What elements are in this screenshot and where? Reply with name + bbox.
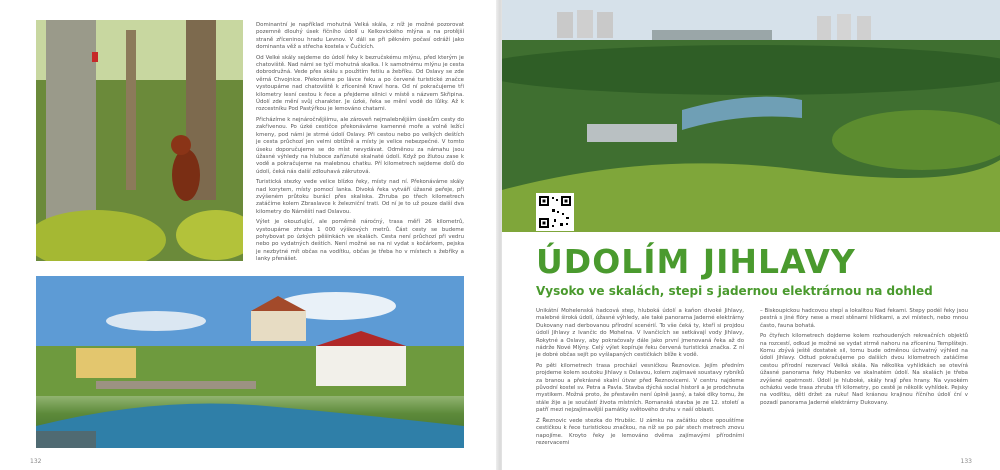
forest-dog-photo <box>36 20 243 261</box>
right-article-column-2 <box>760 308 968 410</box>
castle-village-photo <box>36 276 464 448</box>
village-illustration <box>36 276 464 448</box>
qr-code[interactable] <box>536 193 574 231</box>
paragraph: Dominantní je například mohutná Velká skála, z níž je možné pozorovat pozemně dlouhý úsek říčního údolí u Kelkovického mlýna a na protější straně zříceninou hradu Levnov. V dáli se při pěkném počasí odráží jako dominanta věž a střecha kostela v Čučicích. <box>256 22 464 51</box>
forest-dog-illustration <box>36 20 243 261</box>
left-page <box>0 0 498 470</box>
paragraph: Přicházíme k nejnáročnějšímu, ale zároveň nejmalebnějším úsekům cesty do zakřivenou. Po úzké cestičce překonáváme kamenné moře a volně ležící kmeny, pod námi je strmé údolí Oslavy. Při cestou nebo po velkých deštích je cesta průchozí jen velmi obtížně a místy je velice nebezpečné. V tomto úseku doporučujeme se do míst nevydávat. Odměnou za námahu jsou úžasné výhledy na hluboce zaříznuté skalnaté údolí. Když po žlutou zase k vodě a pokračujeme na malebnou chatku. Pří kilometrech sejdeme dolů do údolí, čeká nás další zdlouhavá zákrutová. <box>256 116 464 175</box>
left-article-column <box>256 22 464 267</box>
page-number: 132 <box>30 458 42 465</box>
article-title: ÚDOLÍM JIHLAVY <box>536 242 856 281</box>
qr-code-icon <box>538 195 572 229</box>
right-article-column-1 <box>536 308 744 450</box>
paragraph: Po čtyřech kilometrech dojdeme kolem rozhoudených rekreačních objektů na rozcestí, odkud je možné se vydat strmě nahoru na zříceninu Templštejn. Komu zbývá ještě dostatek sil, tomu bude odměnou úchvatný výhled na údolí Jihlavy. Odtud pokračujeme po dalších dvou kilometrech zatáčíme cestou přírodní rezervací Velká skála. Na několika vyhlídkách se otevírá úžasné panorama řeky Hubenko ve skalnatém údolí. Na skalách je třeba zvýšené opatrnosti. Údolí je hluboké, skály hrají přes hrany. Na vysokém ocházku vede trasa zhruba tři kilometry, po cestě je několik vyhlídek. Pejsky na vodítku, děti držet za ruku! Nad krásnou krajinou říčního údolí ční v pozadí panorama Jaderné elektrárny Dukovany. <box>760 333 968 406</box>
trail-marker <box>92 52 98 62</box>
paragraph: Turistická stezky vede velice blízko řeky, místy nad ní. Překonáváme skály nad korytem, místy pomocí lanka. Divoká řeka vytváří úžasné peřeje, při zvýšeném průtoku burácí přes skaliska. Zhruba po třech kilometrech zatáčíme kolem Zbraslavce k železniční trati. Od ní je to už pouze další dva kilometry do Náměští nad Oslavou. <box>256 179 464 215</box>
valley-illustration <box>502 0 1000 232</box>
paragraph: Výlet je okouzlující, ale poměrně náročný, trasa měří 26 kilometrů, vystoupáme zhruba 1 000 výškových metrů. Část cesty se budeme pohybovat po úzkých pěšinkách ve skalách. Cesta není průchozí při vedru nebo po vydatných deštích. Není možné se na ni vydat s kočárkem, pejska je nezbytné mít občas na vodítku, občas je třeba ho v místech s žebříky a lanky přenášet. <box>256 219 464 263</box>
right-page <box>502 0 1000 470</box>
river-valley-power-plant-photo <box>502 0 1000 232</box>
paragraph: Z Řeznovic vede stezka do Hrubšic. U zámku na začátku obce opouštíme cestičkou k řece turistickou značkou, na níž se po pár stech metrech znovu napojíme. Kroyto řeky je lemováno dvěma zajímavými přírodními rezervacemi <box>536 417 744 446</box>
paragraph: Od Velké skály sejdeme do údolí řeky k bezručskému mlýnu, před kterým je chatoviště. Nad námi se tyčí mohutná skalka. I k samotnému mlýnu je cesta dobrodružná. Vede přes skálu s použitím fetiiu a žebříku. Od Oslavy se zde věrná Chvojnice. Překonáme po lávce řeku a po červené turistické značce vystoupáme nad chatoviště k zřícenině Kraví hora. Od ní pokračujeme tři kilometry lesní cestou k řece a přejdeme silnici v místě s názvem Skřipina. Údolí zde mění svůj charakter. Je úzké, řeka se mění vodě do lůlky. Až k rozcestníku Pod Pastýřkou je lemováno chatami. <box>256 54 464 113</box>
page-number: 133 <box>960 458 972 465</box>
article-subtitle: Vysoko ve skalách, stepi s jadernou elektrárnou na dohled <box>536 284 933 298</box>
paragraph: – Biskoupickou hadcovou stepí a lokalitou Nad řekami. Stepy podél řeky jsou pestrá s jiné flóry nese a mezi stěnami hlídkami, a zvi místech, nebo mnou často, fauna bohatá. <box>760 308 968 329</box>
paragraph: Unikátní Mohelenská hadcová step, hluboká údolí a kaňon divoké Jihlavy, malebné široká údolí, úžasné výhledy, ale také panorama Jaderné elektrárny Dukovany nad derbovanou přírodní scenérií. To vše čeká ty, kteří si projdou údolí Jihlavy z Ivančic do Mohelna. V Ivančicích se setkávají vody Jihlavy, Rokytné a Oslavy, aby pokračovaly dále jako první jmenovaná řeka až do nádrže Nové Mlýny. Celý výlet kopíruje řeku červená turistická značka. Z ní je dobré občas sejít po vyšlapaných cestičkách blíže k vodě. <box>536 308 744 359</box>
paragraph: Po pěti kilometrech trasa prochází vesničkou Řeznovice. Jejím předním projdeme kolem soutoku Jihlavy s Oslavou, kolem zajímavé soustavy rybníků za branou a překrásné skalní útvar před Řeznovicemi. V centru najdeme původní kostel sv. Petra a Pavla. Stavba dýchá social historii a je prodchnuta mystikem. Možná proto, že přestavěn není úplně jasný, a také díky tomu, že stále žije a je součástí života místních. Romanská stavba je ze 12. století a patří mezi nejzajímavější památky světového druhu v naší oblasti. <box>536 362 744 414</box>
